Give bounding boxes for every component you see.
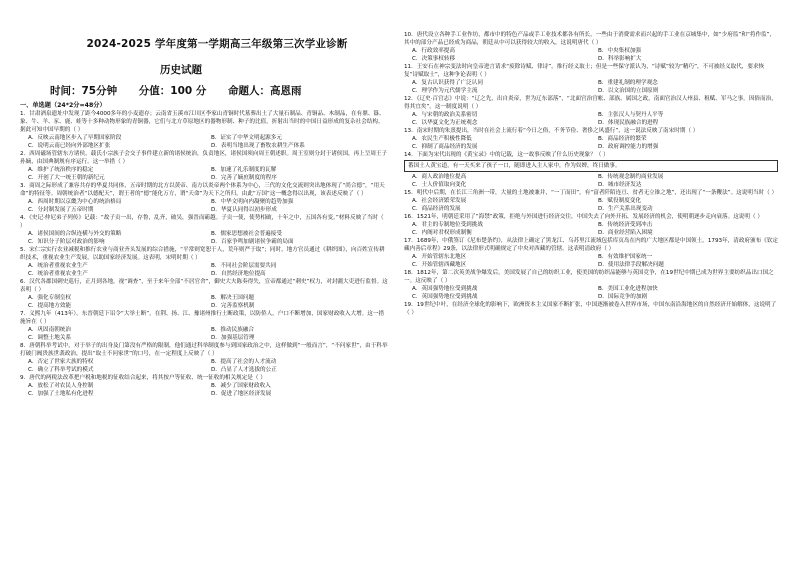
answer-option: C．抑制了商品经济的发展 bbox=[412, 144, 478, 150]
answer-option: C．说明云南已经向外部地区扩张 bbox=[28, 143, 111, 149]
question-options bbox=[20, 166, 388, 182]
answer-option: B．儒家思想被社会普遍接受 bbox=[211, 231, 282, 237]
question-item bbox=[20, 110, 388, 150]
question-stem: 4．《史记·仲尼弟子列传》记载：“故子贡一出，存鲁，乱齐，破吴，强晋而霸越。子贡一使，使势相破，十年之中，五国各有变。”材料反映了当时（ ） bbox=[20, 215, 384, 229]
question-stem: 13．南宋时期的朱熹提出，当时在社会上流行着“今日之俗，不务节俭、奢侈之风盛行”，这一说法反映了南宋时期（ ） bbox=[404, 128, 699, 134]
question-item bbox=[404, 237, 778, 269]
answer-option: D．加强基层管理 bbox=[211, 335, 255, 341]
answer-option: D．表明当地出现了畜牧农耕生产体系 bbox=[211, 143, 305, 149]
question-stem: 10．唐代设立各种手工业作坊，都市中的特色产品或手工业技术都各有所长，一些由于消费需求而兴起的手工业在京城集中，如“少府监”和“将作监”，其中的部分产品已经成为商品，朝廷从中可以获得较大的收入，这说明唐代（ ） bbox=[404, 32, 776, 46]
answer-option: B．主张汉人与契丹人平等 bbox=[598, 112, 664, 118]
answer-option: B．中华文明向内凝聚的趋势加强 bbox=[211, 199, 294, 205]
question-options bbox=[404, 285, 778, 301]
answer-option: C．开始管辖西藏地区 bbox=[412, 262, 467, 268]
question-item bbox=[20, 150, 388, 182]
question-stem: 15．明代中后期，在长江三角洲一带，大量的土地被兼并，“一丁而田”，有“富者阡陌连亘、贫者无立锥之地”，还出现了“一条鞭法”。这说明当时（ ） bbox=[404, 190, 778, 196]
question-item bbox=[20, 310, 388, 342]
question-stem: 6．汉代各郡国刺史巡行，正月到各地，视“调查”，至于来年全部“不居官舍”，御史大夫陈奏得失，宣帝都通过“刺史”权力，对封疆大吏进行监督。这表明（ ） bbox=[20, 279, 388, 293]
exam-subtitle: 历史试题 bbox=[160, 64, 202, 76]
question-stem: 8．唐朝科举考试中，对于举子的出身及门第没有严格的限制，他们通过科举制度参与到国家政治之中，这样做到“一般而言”，“不问家世”，由于科举打破门阀贵族世袭政治，提出“取士不问家世”的口号，在一定程度上反映了（ ） bbox=[20, 343, 388, 357]
answer-option: B．减少了国家财政收入 bbox=[211, 383, 271, 389]
answer-option: C．英国强势地位受到挑战 bbox=[412, 294, 478, 300]
answer-option: D．使用法律手段解决问题 bbox=[598, 262, 664, 268]
answer-option: A．反映云南地区步入了早期国家阶段 bbox=[28, 135, 122, 141]
question-stem: 14．下面为宋代出现的《黄宝录》中的记载，这一故事反映了什么历史现象？（ ） bbox=[404, 152, 609, 158]
answer-option: A．农民生产积极性降低 bbox=[412, 136, 472, 142]
answer-option: A．开始管辖东北地区 bbox=[412, 254, 467, 260]
answer-option: C．商品经济的发展 bbox=[412, 206, 461, 212]
answer-option: A．社会经济繁荣发展 bbox=[412, 198, 467, 204]
answer-option: C．士人价值取向变化 bbox=[412, 182, 467, 188]
question-stem: 1．甘肃酒泉遗址中发现了距今4000多年的小麦遗存；云南省玉溪市江川区李家山青铜时代墓葬出土了大量石制品、青铜品、木制品，在有鼎、簋、象、牛、羊、豕、鹿、蛙等十多种动物形象的青铜器，它们与北方草原地区的器物形制、种子的比值，折射出当时的中国日益形成的复杂社会结构。据此可知中国早期的（ ） bbox=[20, 111, 385, 133]
question-stem: 3．商周之际形成了兼容共存的华夏共同体，五帝时期的北方以黄帝、南方以炎帝两个体系为中心，三代的文化交流则突出地体现了“尚合德”，“用天命”的特征等。周朝统治者“以德配天”，谓王者的“德”能化万方，谓“天命”为天下之所归，由此“万国”这一概念得以出现，该表述反映了（ ） bbox=[20, 183, 385, 197]
question-stem: 9．唐代的两税法改革把户税和地税的征收结合起来，将其按户等征收、统一征收的相关规定是（ ） bbox=[20, 375, 266, 381]
answer-option: A．复古认识获得了广泛认同 bbox=[412, 80, 483, 86]
question-item bbox=[404, 95, 778, 127]
answer-option: C．以华夏文化为正统观念 bbox=[412, 120, 478, 126]
answer-option: A．西周时期以京畿为中心的统治格局 bbox=[28, 199, 122, 205]
answer-option: A．君主的专制地位受到挑战 bbox=[412, 222, 483, 228]
left-column-questions bbox=[20, 110, 388, 398]
answer-option: D．完善了嫡庶制度的程序 bbox=[211, 175, 277, 181]
question-stem: 12．《辽史·百官志》中说：“辽之先，出自炎帝，世为辽东部落”，“北面官治宫帐、部族、属国之政，南面官治汉人州县、租赋、军马之事。因俗而治，得其宜矣”。这一制度说明（ ） bbox=[404, 96, 777, 110]
question-options bbox=[404, 221, 778, 237]
answer-option: A．否定了世家大族的特权 bbox=[28, 359, 94, 365]
question-stem: 18．1812年，第二次英美战争爆发后，美国发展了自己的纺织工业，使美国的纺织品能够与英国竞争，在19世纪中期已成为世界主要纺织品出口国之一。这反映了（ ） bbox=[404, 270, 774, 284]
answer-option: C．决策事权转移 bbox=[412, 56, 456, 62]
answer-option: B．赋役制度变化 bbox=[598, 198, 641, 204]
answer-option: C．理学作为元代儒学主流 bbox=[412, 88, 478, 94]
question-options bbox=[404, 253, 778, 269]
answer-option: B．证实了中华文明起源多元 bbox=[211, 135, 282, 141]
question-item bbox=[404, 213, 778, 237]
answer-option: D．完善监察机制 bbox=[211, 303, 255, 309]
answer-option: C．调整土地关系 bbox=[28, 335, 72, 341]
answer-option: B．加速了礼乐制度的瓦解 bbox=[211, 167, 277, 173]
exam-title: 2024-2025 学年度第一学期高三年级第三次学业诊断 bbox=[86, 38, 348, 50]
question-stem: 19．19世纪中叶，在经济全球化的影响下，欧洲资本主义国家不断扩张，中国逐渐被卷入世界市场，中国东南沿海地区的自然经济开始解体，这说明了（ ） bbox=[404, 302, 777, 316]
exam-score: 分值：100 分 bbox=[138, 85, 207, 97]
answer-option: B．商品经济的繁荣 bbox=[598, 136, 647, 142]
answer-option: A．强化专制皇权 bbox=[28, 295, 71, 301]
answer-option: A．统治者重视农业生产 bbox=[28, 263, 88, 269]
exam-time: 时间：75分钟 bbox=[50, 85, 118, 97]
answer-option: D．生产关系出现变动 bbox=[598, 206, 653, 212]
answer-option: D．自然经济地位提高 bbox=[211, 271, 266, 277]
answer-option: D．凸显了人才选拔的公正 bbox=[211, 367, 277, 373]
question-item bbox=[404, 31, 778, 63]
answer-option: B．有效维护国家统一 bbox=[598, 254, 653, 260]
answer-option: B．传统观念制约商业发展 bbox=[598, 174, 664, 180]
question-options bbox=[404, 197, 778, 213]
answer-option: D．国际竞争的加剧 bbox=[598, 294, 648, 300]
question-options bbox=[404, 79, 778, 95]
answer-option: D．以文治国的立国原则 bbox=[598, 88, 659, 94]
question-item bbox=[404, 151, 778, 189]
question-options bbox=[20, 134, 388, 150]
question-item bbox=[20, 342, 388, 374]
right-column-questions bbox=[404, 31, 778, 317]
answer-option: A．维护了统治秩序的稳定 bbox=[28, 167, 94, 173]
question-item bbox=[20, 214, 388, 246]
answer-option: A．行政效率提高 bbox=[412, 48, 455, 54]
section-heading: 一、单选题（24*2分=48分） bbox=[20, 102, 106, 109]
question-stem: 5．宋仁宗实行农业减税和推行农业与商业齐头发展的综合措施，“平常则宽恕于人，荒年则严于取”；同时，地方官员通过《耕织图》，向百姓宣传耕织技术，重视农业生产发展，以助国家经济发展。这表明，宋明时期（ ） bbox=[20, 247, 385, 261]
answer-option: B．重建礼制的理学观念 bbox=[598, 80, 658, 86]
answer-option: C．加强了土地私有化进程 bbox=[28, 391, 94, 397]
answer-option: D．科举影响扩大 bbox=[598, 56, 642, 62]
answer-option: B．不同社会阶层需要共同 bbox=[211, 263, 277, 269]
question-options bbox=[20, 198, 388, 214]
question-stem: 16．1521年，明朝廷采用了“海禁”政策，拒绝与外国进行经济交往，中国失去了向外开拓、发展经济的机会，使明朝逐步走向衰落。这说明（ ） bbox=[404, 214, 763, 220]
answer-option: B．中央集权加强 bbox=[598, 48, 641, 54]
question-stem: 7．义熙九年（413年），东晋朝廷下诏令“大举土断”，在荆、扬、江、豫诸州推行土断政策，以防侨人，户口不断增加，国家财政收入大增。这一措施旨在（ ） bbox=[20, 311, 385, 325]
question-item bbox=[20, 246, 388, 278]
answer-option: B．解决王国问题 bbox=[211, 295, 254, 301]
answer-option: C．提高地方效能 bbox=[28, 303, 72, 309]
question-options bbox=[20, 230, 388, 246]
question-options bbox=[404, 111, 778, 127]
question-options bbox=[20, 382, 388, 398]
exam-author: 命题人：高恩雨 bbox=[228, 85, 302, 97]
answer-option: B．提高了社会的人才流动 bbox=[211, 359, 277, 365]
question-options bbox=[20, 294, 388, 310]
answer-option: C．确立了科举考试的模式 bbox=[28, 367, 94, 373]
answer-option: A．巩固南朝统治 bbox=[28, 327, 71, 333]
question-options bbox=[20, 262, 388, 278]
answer-option: A．商人政治地位提高 bbox=[412, 174, 467, 180]
question-stem: 2．西周磁场管辖东方诸侯，载氏小宗族子会交子事件建立新的诸侯统治，负责地区，诸侯国须向周王朝述职。周王室则分封于诸侯国，再上呈周王子孙嫡，由国典制规有序运行。这一举措（ ） bbox=[20, 151, 388, 165]
question-item bbox=[404, 269, 778, 301]
answer-option: A．诸侯国间的合纵连横与外交的策略 bbox=[28, 231, 122, 237]
answer-option: D．政府调控能力的增强 bbox=[598, 144, 659, 150]
answer-option: D．华夏认同得以初步形成 bbox=[211, 207, 277, 213]
question-options bbox=[404, 135, 778, 151]
question-options bbox=[404, 173, 778, 189]
answer-option: B．推动民族融合 bbox=[211, 327, 254, 333]
question-item bbox=[20, 278, 388, 310]
exam-meta bbox=[50, 83, 320, 98]
question-stem: 17．1689年，中俄签订《尼布楚条约》，从法律上确定了黑龙江、乌苏里江流域包括库页岛在内的广大地区都是中国领土。1793年，清政府颁布《钦定藏内善后章程》29条，以法律形式明确规定了中央对西藏的管辖。这表明清政府（ ） bbox=[404, 238, 779, 252]
answer-option: A．放松了对农民人身控制 bbox=[28, 383, 94, 389]
answer-option: C．分封制发展了五帝时期 bbox=[28, 207, 94, 213]
answer-option: A．与宋朝的政治关系密切 bbox=[412, 112, 478, 118]
answer-option: D．体现民族融合的进程 bbox=[598, 120, 659, 126]
answer-option: C．知识分子阶层对政治的影响 bbox=[28, 239, 105, 245]
question-stem: 11．王安石在神宗变法时向皇帝进言请求“废除诗赋、律诗”，推行经义取士；但是一些保守派认为，“诗赋”较为“精巧”，不可被经义取代，要求恢复“诗赋取士”，这种争论表明（ ） bbox=[404, 64, 765, 78]
question-item bbox=[404, 127, 778, 151]
answer-option: D．促进了地区经济发展 bbox=[211, 391, 272, 397]
question-options bbox=[404, 47, 778, 63]
answer-option: D．百家争鸣加剧诸侯争霸的局面 bbox=[211, 239, 294, 245]
question-quote-box: 番国土人黄宝道，有一天买来了孩子一口，随即进入主人家中，作为奴婢，终日做事。 bbox=[404, 160, 778, 172]
answer-option: C．开创了大一统王朝的新纪元 bbox=[28, 175, 105, 181]
answer-option: C．统治者重视农业生产 bbox=[28, 271, 88, 277]
question-options bbox=[20, 326, 388, 342]
question-options bbox=[20, 358, 388, 374]
answer-option: B．美国工业化进程加快 bbox=[598, 286, 658, 292]
answer-option: B．传统经济受到冲击 bbox=[598, 222, 653, 228]
question-item bbox=[404, 301, 778, 317]
question-item bbox=[404, 63, 778, 95]
answer-option: D．城市经济发达 bbox=[598, 182, 642, 188]
question-item bbox=[404, 189, 778, 213]
answer-option: D．商业经营陷入困境 bbox=[598, 230, 653, 236]
answer-option: C．内阁对君权形成制衡 bbox=[412, 230, 472, 236]
question-item bbox=[20, 182, 388, 214]
question-item bbox=[20, 374, 388, 398]
answer-option: A．英国强势地位受到挑战 bbox=[412, 286, 478, 292]
